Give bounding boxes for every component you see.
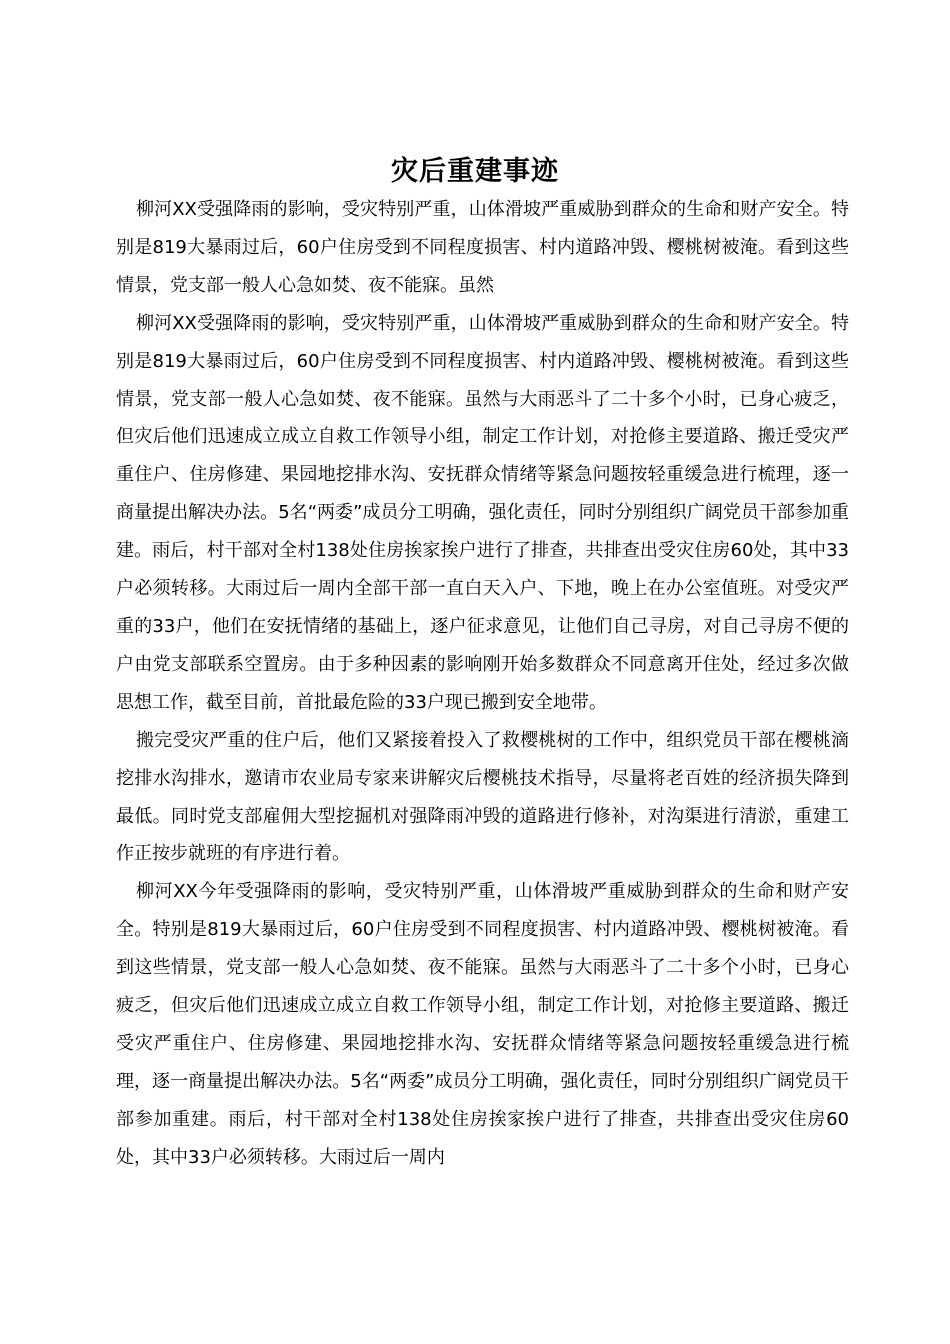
paragraph-2: 柳河XX受强降雨的影响，受灾特别严重，山体滑坡严重威胁到群众的生命和财产安全。特别是819大暴雨过后，60户住房受到不同程度损害、村内道路冲毁、樱桃树被淹。看到这些情景，党支部一般人心急如焚、夜不能寐。虽然与大雨恶斗了二十多个小时，已身心疲乏，但灾后他们迅速成立成立自救工作领导小组，制定工作计划，对抢修主要道路、搬迁受灾严重住户、住房修建、果园地挖排水沟、安抚群众情绪等紧急问题按轻重缓急进行梳理，逐一商量提出解决办法。5名“两委”成员分工明确，强化责任，同时分别组织广阔党员干部参加重建。雨后，村干部对全村138处住房挨家挨户进行了排查，共排查出受灾住房60处，其中33户必须转移。大雨过后一周内全部干部一直白天入户、下地，晚上在办公室值班。对受灾严重的33户，他们在安抚情绪的基础上，逐户征求意见，让他们自己寻房，对自己寻房不便的户由党支部联系空置房。由于多种因素的影响刚开始多数群众不同意离开住处，经过多次做思想工作，截至目前，首批最危险的33户现已搬到安全地带。 [116,312,849,713]
paragraph-3: 搬完受灾严重的住户后，他们又紧接着投入了救樱桃树的工作中，组织党员干部在樱桃滴挖排水沟排水，邀请市农业局专家来讲解灾后樱桃技术指导，尽量将老百姓的经济损失降到最低。同时党支部雇佣大型挖掘机对强降雨冲毁的道路进行修补，对沟渠进行清淤，重建工作正按步就班的有序进行着。 [116,729,849,865]
document-title: 灾后重建事迹 [391,156,559,188]
document-body [116,191,849,1177]
paragraph-1: 柳河XX受强降雨的影响，受灾特别严重，山体滑坡严重威胁到群众的生命和财产安全。特别是819大暴雨过后，60户住房受到不同程度损害、村内道路冲毁、樱桃树被淹。看到这些情景，党支部一般人心急如焚、夜不能寐。虽然 [116,199,849,296]
paragraph-4: 柳河XX今年受强降雨的影响，受灾特别严重，山体滑坡严重威胁到群众的生命和财产安全。特别是819大暴雨过后，60户住房受到不同程度损害、村内道路冲毁、樱桃树被淹。看到这些情景，党支部一般人心急如焚、夜不能寐。虽然与大雨恶斗了二十多个小时，已身心疲乏，但灾后他们迅速成立成立自救工作领导小组，制定工作计划，对抢修主要道路、搬迁受灾严重住户、住房修建、果园地挖排水沟、安抚群众情绪等紧急问题按轻重缓急进行梳理，逐一商量提出解决办法。5名“两委”成员分工明确，强化责任，同时分别组织广阔党员干部参加重建。雨后，村干部对全村138处住房挨家挨户进行了排查，共排查出受灾住房60处，其中33户必须转移。大雨过后一周内 [116,881,849,1168]
